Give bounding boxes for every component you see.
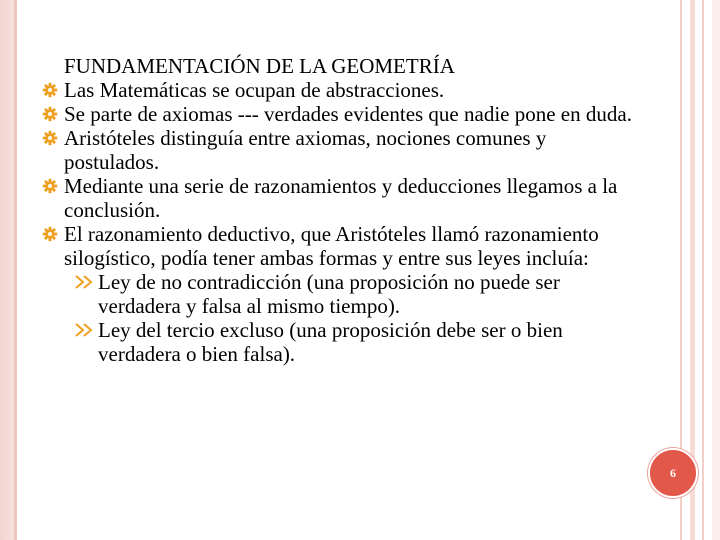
sub-bullet-list xyxy=(40,270,640,366)
bullet-text: El razonamiento deductivo, que Aristóteles llamó razonamiento silogístico, podía tener ambas formas y entre sus leyes incluía: xyxy=(64,222,599,270)
sub-bullet-text: Ley del tercio excluso (una proposición debe ser o bien verdadera o bien falsa). xyxy=(98,318,563,366)
bullet-item xyxy=(40,222,640,270)
right-border-line xyxy=(712,0,720,540)
left-border-line xyxy=(14,0,17,540)
right-border-line xyxy=(702,0,704,540)
bullet-item xyxy=(40,78,640,102)
bullet-text: Mediante una serie de razonamientos y deducciones llegamos a la conclusión. xyxy=(64,174,618,222)
page-number-badge xyxy=(648,448,698,498)
bullet-item xyxy=(40,102,640,126)
gear-icon xyxy=(42,82,58,98)
bullet-text: Aristóteles distinguía entre axiomas, nociones comunes y postulados. xyxy=(64,126,547,174)
arrow-chevron-icon xyxy=(74,323,96,337)
page-number: 6 xyxy=(670,465,676,480)
gear-icon xyxy=(42,226,58,242)
slide-title: FUNDAMENTACIÓN DE LA GEOMETRÍA xyxy=(64,54,455,78)
gear-icon xyxy=(42,130,58,146)
sub-bullet-text: Ley de no contradicción (una proposición no puede ser verdadera y falsa al mismo tiempo). xyxy=(98,270,560,318)
bullet-text: Se parte de axiomas --- verdades evidentes que nadie pone en duda. xyxy=(64,102,632,126)
gear-icon xyxy=(42,178,58,194)
bullet-text: Las Matemáticas se ocupan de abstracciones. xyxy=(64,78,445,102)
bullet-item xyxy=(40,174,640,222)
gear-icon xyxy=(42,106,58,122)
bullet-item xyxy=(40,126,640,174)
sub-bullet-item xyxy=(40,270,640,318)
slide-content xyxy=(40,54,640,366)
arrow-chevron-icon xyxy=(74,275,96,289)
sub-bullet-item xyxy=(40,318,640,366)
